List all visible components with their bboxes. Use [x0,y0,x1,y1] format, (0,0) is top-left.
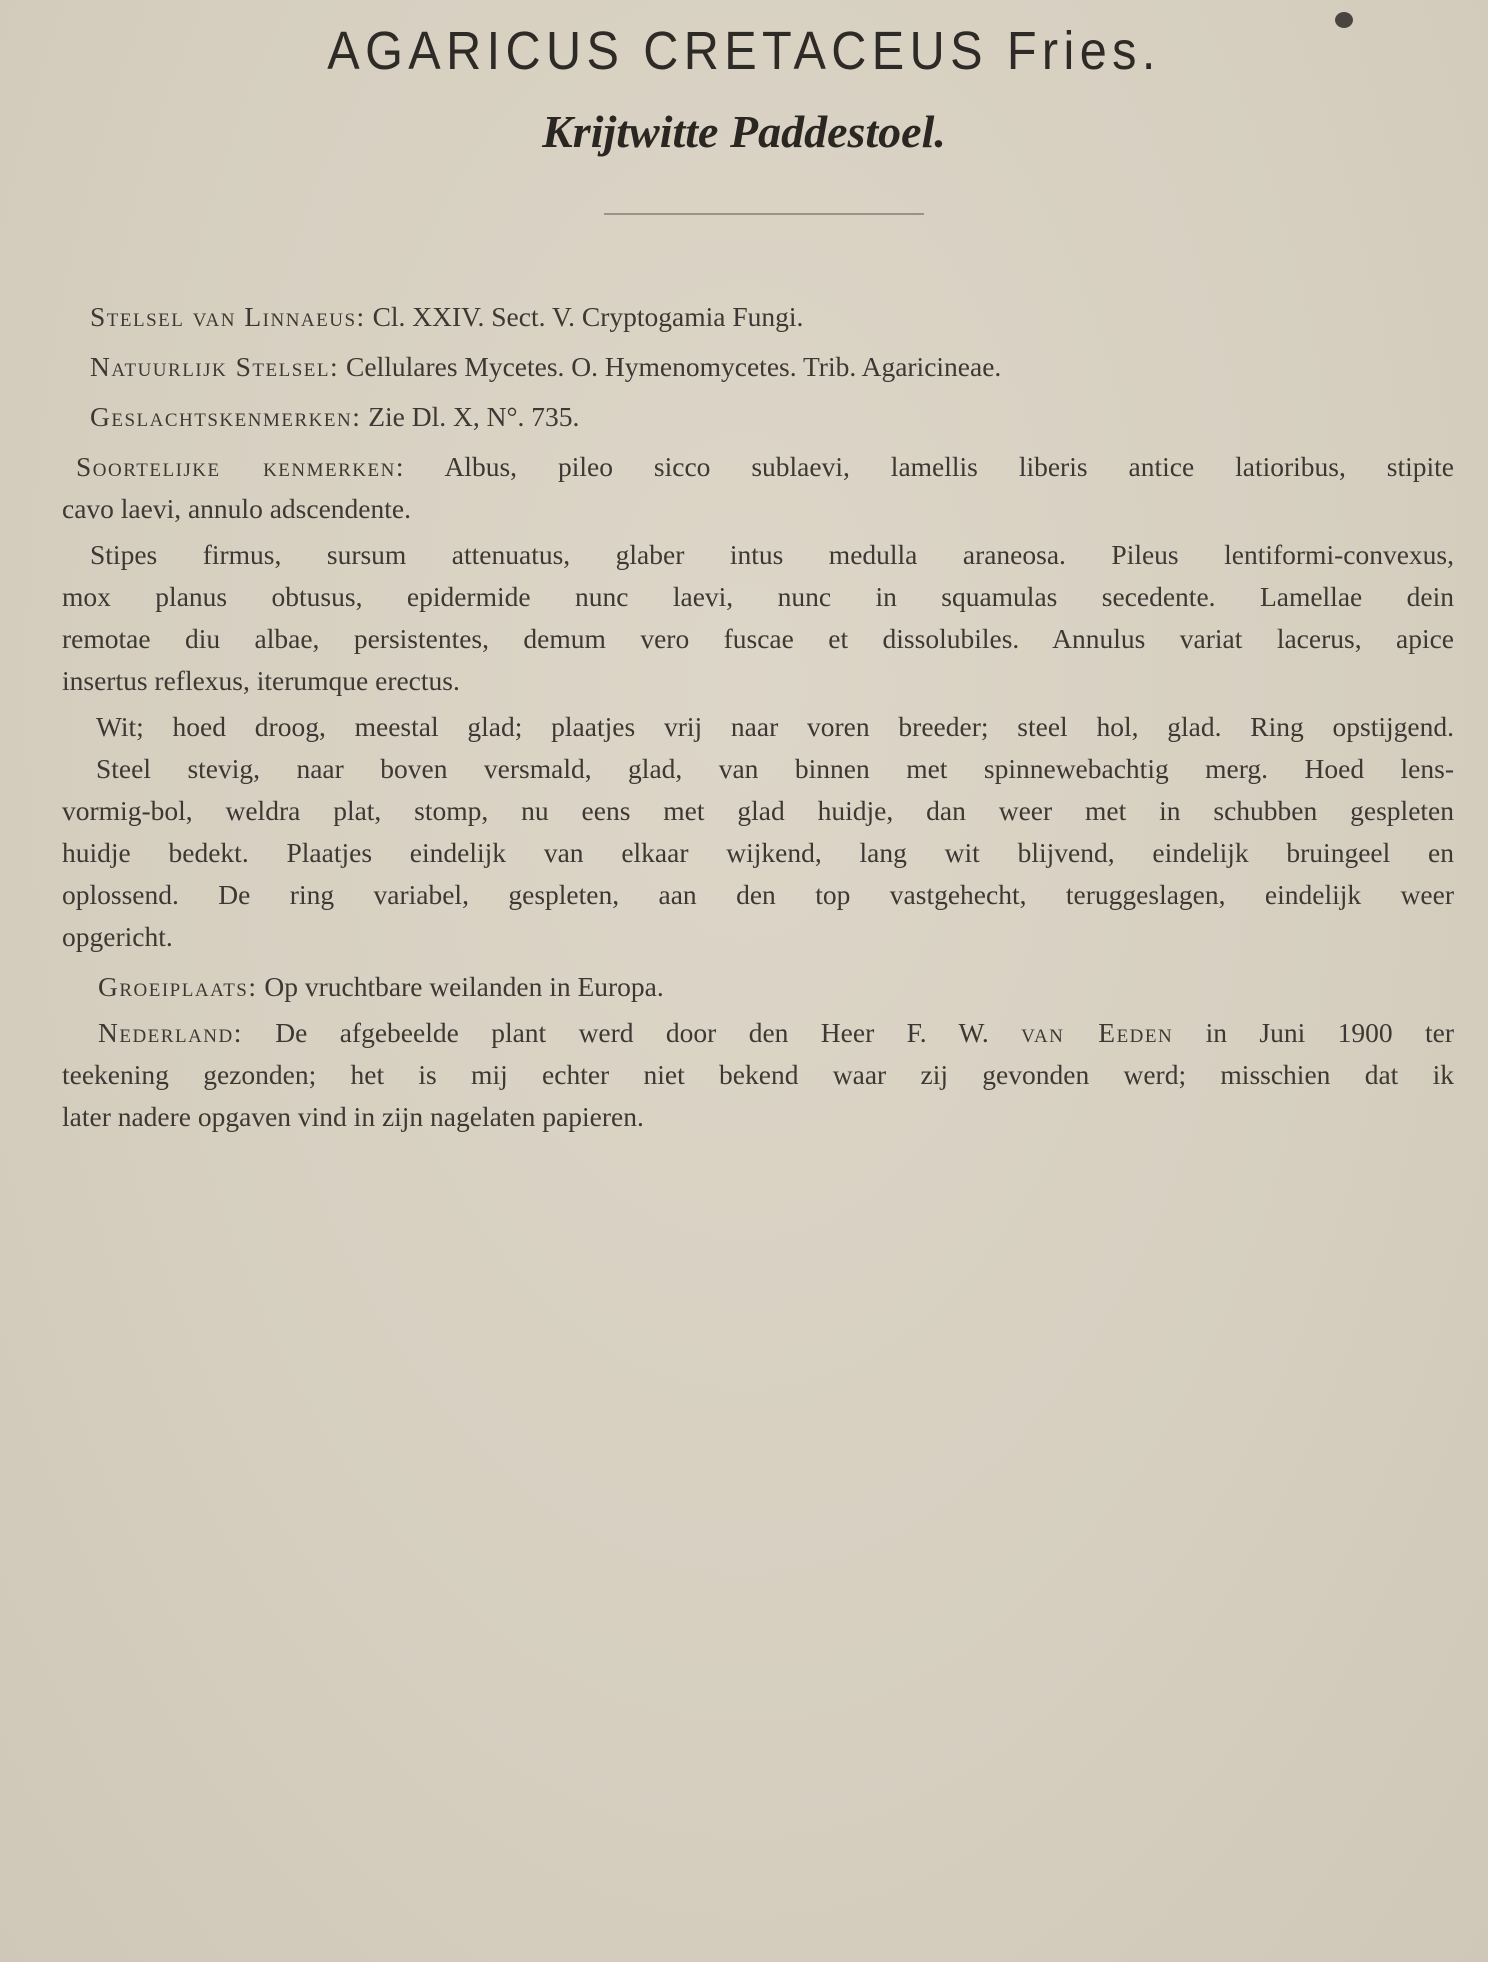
natuurlijk-line [90,346,1454,388]
latin-line-3: remotae diu albae, persistentes, demum vero fuscae et dissolubiles. Annulus variat lacerus, apice [62,623,1454,654]
dutch-line-5: opgericht. [62,921,173,952]
dutch-line-1: Steel stevig, naar boven versmald, glad, van binnen met spinnewebachtig merg. Hoed lens- [96,753,1454,784]
nederland-text-1a: De afgebeelde plant werd door den Heer F. W. [275,1017,989,1048]
dutch-line-4: oplossend. De ring variabel, gespleten, aan den top vastgehecht, teruggeslagen, eindelijk weer [62,879,1454,910]
document-body [62,296,1454,1138]
geslacht-line [90,396,1454,438]
nederland-line-1 [98,1012,1454,1054]
nederland-line-2: teekening gezonden; het is mij echter niet bekend waar zij gevonden werd; misschien dat ik [62,1059,1454,1090]
soort-line-2: cavo laevi, annulo adscendente. [62,493,411,524]
natuurlijk-label: Natuurlijk Stelsel: [90,351,340,382]
linnaeus-line [90,296,1454,338]
nederland-text-1c: in Juni 1900 ter [1205,1017,1455,1048]
dutch-line-3: huidje bedekt. Plaatjes eindelijk van elkaar wijkend, lang wit blijvend, eindelijk bruingeel en [62,837,1454,868]
geslacht-label: Geslachtskenmerken: [90,401,362,432]
latin-line-1: Stipes firmus, sursum attenuatus, glaber intus medulla araneosa. Pileus lentiformi-convexus, [90,539,1454,570]
nederland-label: Nederland: [98,1017,243,1048]
latin-line-4: insertus reflexus, iterumque erectus. [62,665,460,696]
soort-text-1: Albus, pileo sicco sublaevi, lamellis liberis antice latioribus, stipite [444,451,1455,482]
wit-line: Wit; hoed droog, meestal glad; plaatjes vrij naar voren breeder; steel hol, glad. Ring opstijgend. [96,711,1454,742]
page-title: AGARICUS CRETACEUS Fries. [327,21,1161,81]
van-eeden-name: van Eeden [1021,1017,1174,1048]
linnaeus-label: Stelsel van Linnaeus: [90,301,366,332]
groei-text: Op vruchtbare weilanden in Europa. [264,971,664,1002]
linnaeus-text: Cl. XXIV. Sect. V. Cryptogamia Fungi. [372,301,804,332]
soort-line-1 [76,446,1454,488]
groei-line [98,966,1454,1008]
nederland-line-3: later nadere opgaven vind in zijn nagelaten papieren. [62,1101,644,1132]
geslacht-text: Zie Dl. X, N°. 735. [368,401,580,432]
groei-label: Groeiplaats: [98,971,258,1002]
dutch-line-2: vormig-bol, weldra plat, stomp, nu eens met glad huidje, dan weer met in schubben gespleten [62,795,1454,826]
natuurlijk-text: Cellulares Mycetes. O. Hymenomycetes. Trib. Agaricineae. [346,351,1002,382]
page-subtitle: Krijtwitte Paddestoel. [542,106,946,157]
latin-line-2: mox planus obtusus, epidermide nunc laevi, nunc in squamulas secedente. Lamellae dein [62,581,1454,612]
divider-rule [604,213,924,215]
soort-label: Soortelijke kenmerken: [76,451,405,482]
